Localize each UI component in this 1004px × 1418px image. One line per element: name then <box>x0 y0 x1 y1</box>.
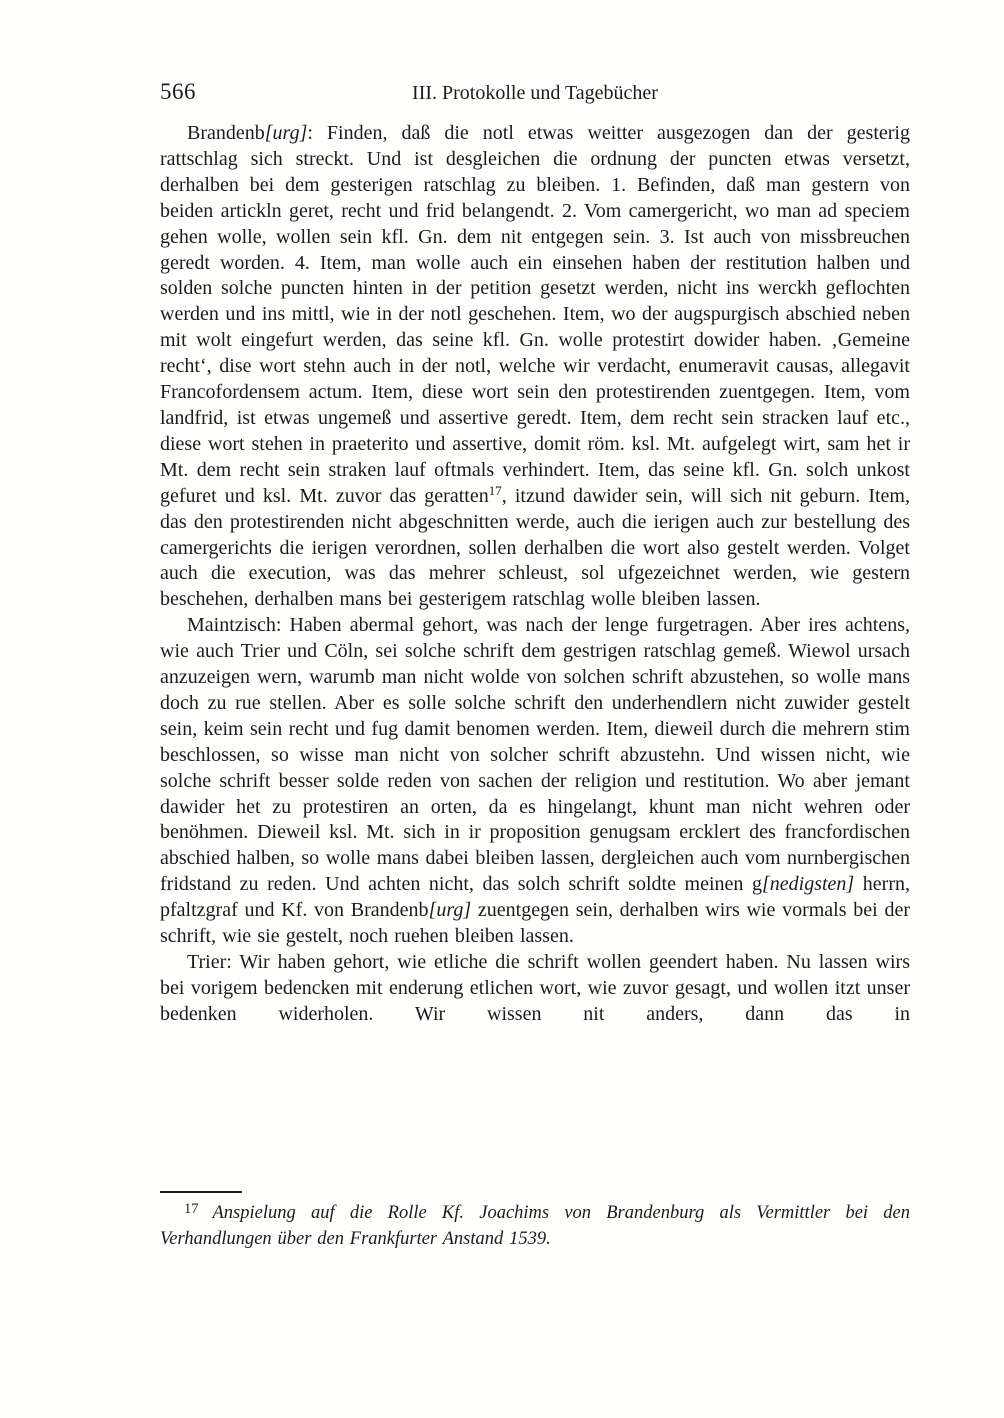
footnote-number: 17 <box>184 1201 199 1217</box>
paragraph-trier <box>160 950 910 1028</box>
footnote-section <box>160 1191 910 1252</box>
running-title: III. Protokolle und Tagebücher <box>412 82 658 104</box>
editorial-expansion: [urg] <box>428 899 472 922</box>
main-text-block <box>160 121 910 1028</box>
page-number: 566 <box>160 79 196 104</box>
paragraph-brandenburg <box>160 121 910 613</box>
editorial-expansion: [nedigsten] <box>762 873 855 896</box>
footnote-separator-rule <box>160 1191 242 1193</box>
editorial-expansion: [urg] <box>264 122 308 144</box>
body-text: : Finden, daß die notl etwas weitter ausgezogen dan der gesterig rattschlag sich streckt. Und ist desgleichen die ordnung der puncten etwas versetzt, derhalben bei dem gesterigen ratschlag zu bleiben. 1. Befinden, daß man gestern von beiden artickln geret, recht und frid belangendt. 2. Vom camergericht, wo man ad speciem gehen wolle, wollen sein kfl. Gn. dem nit entgegen sein. 3. Ist auch von missbreuchen geredt worden. 4. Item, man wolle auch ein einsehen haben der restitution halben und solden solche puncten hinten in der petition gesetzt werden, nicht ins werckh geflochten werden und ins mittl, wie in der notl geschehen. Item, wo der augspurgisch abschied neben mit wolt eingefurt werden, das seine kfl. Gn. wolle protestirt dowider haben. ‚Gemeine recht‘, dise wort stehn auch in der notl, welche wir verdacht, enumeravit causas, allegavit Francofordensem actum. Item, diese wort sein den protestirenden zuentgegen. Item, vom landfrid, ist etwas ungemeß und assertive geredt. Item, dem recht sein stracken lauf etc., diese wort stehen in praeterito und assertive, domit röm. ksl. Mt. aufgelegt wirt, sam het ir Mt. dem recht sein straken lauf oftmals verhindert. Item, das seine kfl. Gn. solch unkost gefuret und ksl. Mt. zuvor das geratten <box>160 122 910 507</box>
body-text: , itzund dawider sein, will sich nit geburn. Item, das den protestirenden nicht abgeschnitten werde, auch die ierigen auch zur bestellung des camergerichts die ierigen verordnen, sollen derhalben die wort also gestelt werden. Volget auch die execution, was das mehrer schleust, sol ufgezeichnet werden, wie gestern beschehen, derhalben mans bei gesterigem ratschlag wolle bleiben lassen. <box>160 484 910 611</box>
paragraph-maintzisch <box>160 613 910 950</box>
body-text: Maintzisch: Haben abermal gehort, was nach der lenge furgetragen. Aber ires achtens, wie auch Trier und Cöln, sei solche schrift dem gestrigen ratschlag gemeß. Wiewol ursach anzuzeigen wern, warumb man nicht wolde von solchen schrift abzustehen, so wolle mans doch zu rue stellen. Aber es solle solche schrift den underhendlern nicht zuwider gestelt sein, keim sein recht und fug damit benomen werden. Item, dieweil durch die mehrern stim beschlossen, so wisse man nicht von solcher schrift abzustehn. Und wissen nicht, wie solche schrift besser solde reden von sachen der religion und restitution. Wo aber jemant dawider het zu protestiren an orten, da es hingelangt, khunt man nicht wehren oder benöhmen. Dieweil ksl. Mt. sich in ir proposition genugsam ercklert des francfordischen abschied halben, so wolle mans dabei bleiben lassen, dergleichen auch vom nurnbergischen fridstand zu reden. Und achten nicht, das solch schrift soldte meinen g <box>160 614 910 896</box>
body-text: Trier: Wir haben gehort, wie etliche die schrift wollen geendert haben. Nu lassen wirs bei vorigem bedencken mit enderung etlichen wort, wie zuvor gesagt, und wollen itzt unser bedenken widerholen. Wir wissen nit anders, dann das in <box>160 951 910 1025</box>
footnote-reference-17: 17 <box>488 482 502 498</box>
speaker-name-fragment: Brandenb <box>187 122 265 144</box>
page-header <box>160 79 910 107</box>
footnote-17 <box>160 1197 910 1252</box>
body-text: herrn, pfaltzgraf und Kf. von Brandenb <box>160 873 910 922</box>
body-text: zuentgegen sein, derhalben wirs wie vormals bei der schrift, wie sie gestelt, noch ruehen bleiben lassen. <box>160 899 910 948</box>
footnote-text: Anspielung auf die Rolle Kf. Joachims von Brandenburg als Vermittler bei den Verhandlungen über den Frankfurter Anstand 1539. <box>160 1203 910 1249</box>
